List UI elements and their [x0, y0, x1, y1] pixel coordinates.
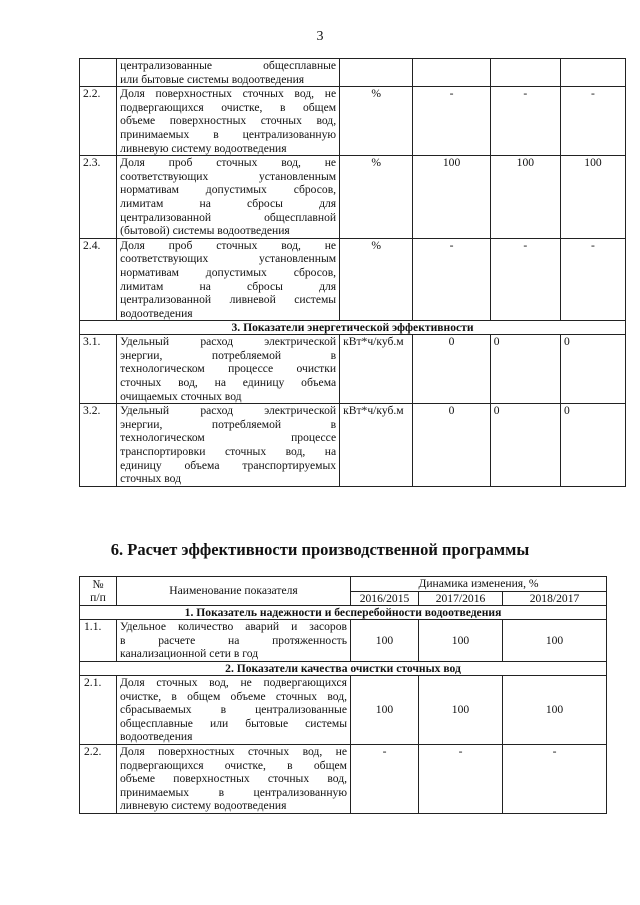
indicator-name-line: канализационной сети в год	[120, 647, 259, 661]
indicator-name-line: технологическом процессе очистки	[120, 362, 337, 376]
row-number: 3.1.	[80, 335, 117, 404]
indicator-name-line: энергии, потребляемой в	[120, 348, 337, 362]
section-row	[80, 606, 607, 620]
indicator-name-line: принимаемых в централизованную	[120, 785, 347, 799]
table-row	[80, 620, 607, 662]
table1-rows-b	[80, 335, 626, 487]
section-row	[80, 661, 607, 675]
indicator-name-line: лимитам на сбросы для	[120, 196, 337, 210]
value-cell: -	[560, 87, 625, 156]
value-cell: 0	[560, 404, 625, 487]
indicator-name-line: сточных вод	[120, 472, 181, 486]
indicator-name	[117, 156, 340, 239]
row-number: 2.2.	[80, 744, 117, 813]
indicator-name-line: ливневую систему водоотведения	[120, 799, 287, 813]
header-num-line2: п/п	[90, 591, 106, 605]
value-cell: 0	[490, 404, 560, 487]
unit-cell: %	[340, 238, 413, 321]
value-cell	[560, 59, 625, 87]
header-num-line1: №	[92, 577, 104, 591]
value-cell: 100	[560, 156, 625, 239]
value-cell: 0	[413, 404, 490, 487]
indicator-name-line: лимитам на сбросы для	[120, 279, 337, 293]
value-cell: -	[490, 238, 560, 321]
indicator-name-line: соответствующих установленным	[120, 252, 337, 266]
indicator-name-line: водоотведения	[120, 306, 193, 320]
table2-rows-1	[80, 620, 607, 662]
row-number	[80, 59, 117, 87]
indicator-name-line: общесплавные или бытовые системы	[120, 716, 347, 730]
value-cell: -	[419, 744, 503, 813]
indicator-name-line: централизованной общесплавной	[120, 210, 337, 224]
page-number: 3	[316, 29, 324, 44]
section-row	[80, 321, 626, 335]
indicator-name-line: или бытовые системы водоотведения	[120, 72, 305, 86]
table-row	[80, 675, 607, 744]
indicator-name	[117, 87, 340, 156]
indicator-name-line: принимаемых в централизованную	[120, 127, 337, 141]
indicator-name-line: в расчете на протяженность	[120, 633, 347, 647]
value-cell: -	[560, 238, 625, 321]
indicator-name-line: Удельное количество аварий и засоров	[120, 620, 347, 634]
value-cell: 100	[503, 620, 607, 662]
indicator-name	[117, 335, 340, 404]
indicator-name-line: соответствующих установленным	[120, 169, 337, 183]
value-cell: 100	[419, 675, 503, 744]
header-period: 2017/2016	[419, 591, 503, 606]
indicator-name-line: ливневую систему водоотведения	[120, 141, 287, 155]
value-cell	[490, 59, 560, 87]
indicator-name	[117, 744, 351, 813]
value-cell: 100	[351, 675, 419, 744]
value-cell: -	[413, 238, 490, 321]
header-period: 2018/2017	[503, 591, 607, 606]
row-number: 3.2.	[80, 404, 117, 487]
indicator-name-line: Удельный расход электрической	[120, 335, 337, 349]
indicators-table-continued	[79, 58, 626, 487]
efficiency-table	[79, 576, 607, 814]
indicator-name-line: (бытовой) системы водоотведения	[120, 224, 290, 238]
indicator-name-line: нормативам допустимых сбросов,	[120, 265, 337, 279]
row-number: 2.3.	[80, 156, 117, 239]
table-row	[80, 238, 626, 321]
table1-rows-a	[80, 59, 626, 321]
table2-rows-2	[80, 675, 607, 813]
table-row	[80, 156, 626, 239]
indicator-name-line: Доля поверхностных сточных вод, не	[120, 87, 337, 101]
value-cell: 100	[419, 620, 503, 662]
indicator-name-line: Доля проб сточных вод, не	[120, 156, 337, 170]
indicator-name-line: Доля сточных вод, не подвергающихся	[120, 675, 347, 689]
indicator-name-line: единицу объема транспортируемых	[120, 458, 337, 472]
unit-cell: кВт*ч/куб.м	[340, 335, 413, 404]
value-cell: 0	[490, 335, 560, 404]
table1-section-3	[80, 321, 626, 335]
indicator-name-line: водоотведения	[120, 730, 193, 744]
indicator-name-line: нормативам допустимых сбросов,	[120, 183, 337, 197]
value-cell: 100	[351, 620, 419, 662]
value-cell: 100	[503, 675, 607, 744]
table2-header	[80, 577, 607, 606]
value-cell: -	[503, 744, 607, 813]
indicator-name-line: сбрасываемых в централизованные	[120, 703, 347, 717]
indicator-name-line: сточных вод, на единицу объема	[120, 376, 337, 390]
indicator-name-line: очищаемых сточных вод	[120, 389, 242, 403]
indicator-name	[117, 620, 351, 662]
value-cell	[340, 59, 413, 87]
indicator-name	[117, 59, 340, 87]
header-period: 2016/2015	[351, 591, 419, 606]
table-row	[80, 744, 607, 813]
unit-cell: %	[340, 87, 413, 156]
table2-section-1	[80, 606, 607, 620]
indicator-name-line: подвергающихся очистке, в общем	[120, 100, 337, 114]
value-cell	[413, 59, 490, 87]
value-cell: 0	[413, 335, 490, 404]
table-row	[80, 335, 626, 404]
section-title: 3. Показатели энергетической эффективности	[80, 321, 626, 335]
indicator-name-line: очистке, в общем объеме сточных вод,	[120, 689, 347, 703]
row-number: 2.1.	[80, 675, 117, 744]
indicator-name-line: транспортировки сточных вод, на	[120, 445, 337, 459]
section-heading: 6. Расчет эффективности производственной программы	[110, 540, 530, 559]
table-row	[80, 404, 626, 487]
value-cell: -	[351, 744, 419, 813]
indicator-name-line: объеме поверхностных сточных вод,	[120, 114, 337, 128]
header-dynamics: Динамика изменения, %	[351, 577, 607, 592]
indicator-name	[117, 675, 351, 744]
indicator-name-line: Доля поверхностных сточных вод, не	[120, 744, 347, 758]
indicator-name-line: объеме поверхностных сточных вод,	[120, 772, 347, 786]
indicator-name-line: Удельный расход электрической	[120, 404, 337, 418]
table-row	[80, 87, 626, 156]
table-row	[80, 59, 626, 87]
indicator-name-line: централизованные общесплавные	[120, 59, 337, 72]
indicator-name-line: централизованной ливневой системы	[120, 293, 337, 307]
value-cell: 0	[560, 335, 625, 404]
unit-cell: кВт*ч/куб.м	[340, 404, 413, 487]
header-num	[80, 577, 117, 606]
indicator-name-line: Доля проб сточных вод, не	[120, 238, 337, 252]
value-cell: 100	[413, 156, 490, 239]
indicator-name-line: подвергающихся очистке, в общем	[120, 758, 347, 772]
row-number: 1.1.	[80, 620, 117, 662]
section-title: 2. Показатели качества очистки сточных вод	[80, 661, 607, 675]
row-number: 2.2.	[80, 87, 117, 156]
value-cell: -	[490, 87, 560, 156]
indicator-name	[117, 238, 340, 321]
section-title: 1. Показатель надежности и бесперебойности водоотведения	[80, 606, 607, 620]
table2-section-2	[80, 661, 607, 675]
indicator-name-line: технологическом процессе	[120, 431, 337, 445]
value-cell: 100	[490, 156, 560, 239]
indicator-name-line: энергии, потребляемой в	[120, 417, 337, 431]
unit-cell: %	[340, 156, 413, 239]
row-number: 2.4.	[80, 238, 117, 321]
header-name: Наименование показателя	[117, 577, 351, 606]
value-cell: -	[413, 87, 490, 156]
indicator-name	[117, 404, 340, 487]
